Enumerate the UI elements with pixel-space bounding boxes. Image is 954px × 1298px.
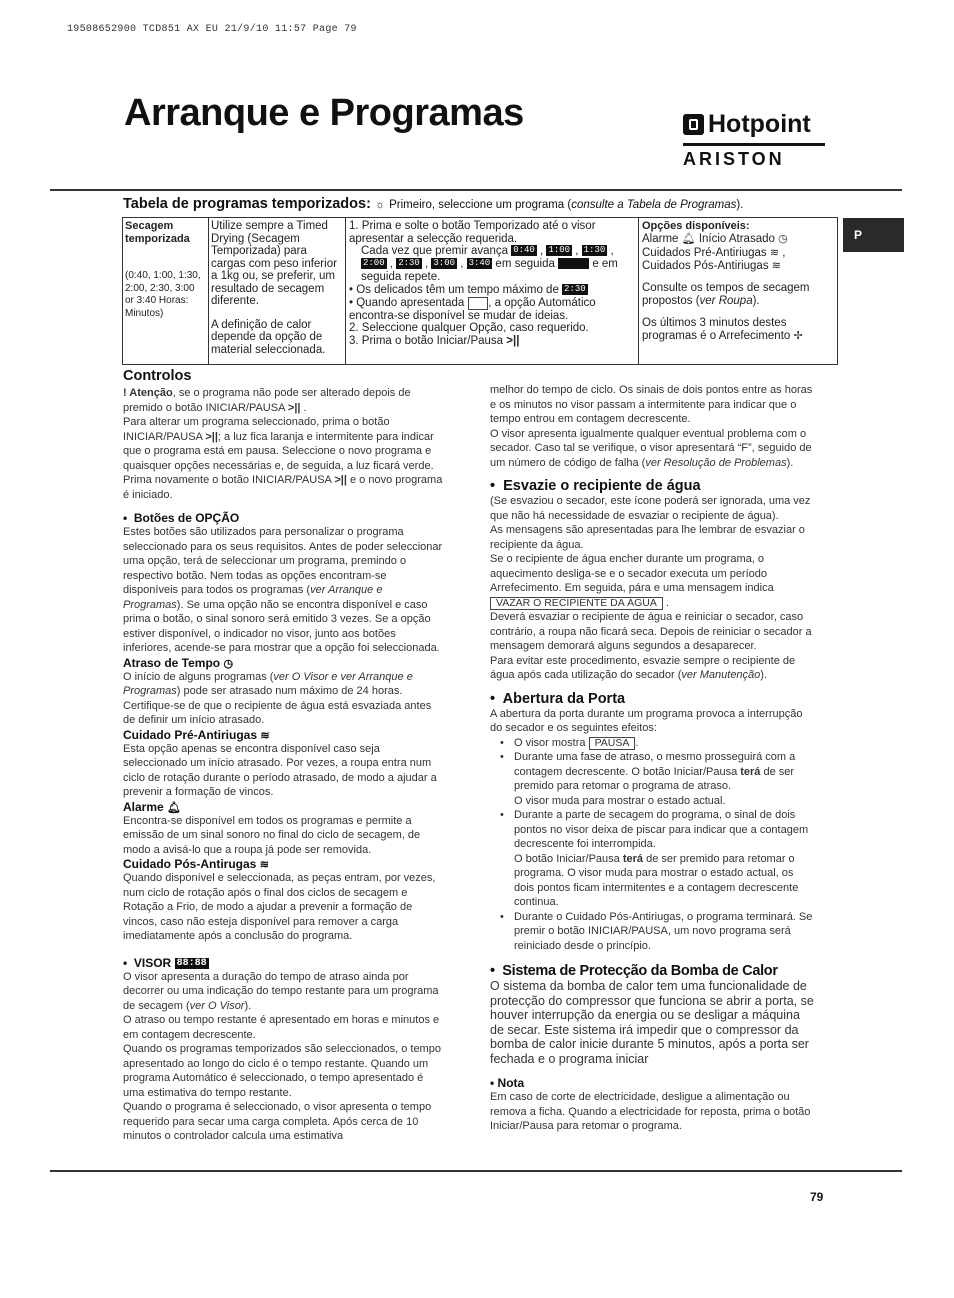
clock-icon: ◷ (223, 657, 234, 670)
right-column: melhor do tempo de ciclo. Os sinais de dois pontos entre as horas e os minutos no visor passam a intermitente para indicar que o tempo entrou em contagem decrescente. O visor apresenta igualmente qualquer eventual problema com o secador. Caso tal se verifique, o visor apresentará “F”, seguido de um número de código de falha (ver Resolução de Problemas). • Esvazie o recipiente de água (Se esvaziou o secador, este ícone poderá ser ignorada, uma vez que não há necessidade de esvaziar o recipiente de água). As mensagens são apresentadas para lhe lembrar de esvaziar o recipiente da água. Se o recipiente de água encher durante um programa, o aquecimento desliga-se e o secador executa um período Arrefecimento. Em seguida, pára e uma mensagem indica VAZAR O RECIPIENTE DA ÁGUA . Deverá esvaziar o recipiente de água e reiniciar o secador, caso contrário, a roupa não ficará seca. Depois de reiniciar o secador a mensagem demorará alguns segundos a desaparecer. Para evitar este procedimento, esvazie sempre o recipiente de água após cada utilização do secador (ver Manutenção). • Abertura da Porta A abertura da porta durante um programa provoca a interrupção do secador e os seguintes efeitos: • O visor mostra PAUSA . • Durante uma fase de atraso, o mesmo prosseguirá com a contagem decrescente. O botão Iniciar/Pausa terá de ser premido para retomar o programa de atraso. O visor muda para mostrar o estado actual. • Durante a parte de secagem do programa, o sinal de dois pontos no visor deixa de piscar para indicar que a contagem decrescente foi interrompida. O botão Iniciar/Pausa terá de ser premido para retomar o programa. O visor muda para mostrar o estado actual, os dois pontos ficam intermitentes e a contagem decrescente continua. • Durante o Cuidado Pós-Antiriugas, o programa terminará. Se premir o botão INICIAR/PAUSA, um novo programa será reiniciado desde o princípio. • Sistema de Protecção da Bomba de Calor O sistema da bomba de calor tem uma funcionalidade de protecção do compressor que funciona se abrir a porta, se houver interrupção da energia ou se desligar a máquina de secar. Este sistema irá impedir que o compressor da bomba de calor inicie durante 5 minutos, após a porta ser fechada e o programa iniciar • Nota Em caso de corte de electricidade, desligue a alimentação ou remova a ficha. Quando a electricidade for reposta, prima o botão Iniciar/Pausa para retomar o programa. (490, 383, 815, 1134)
table-col-steps: 1. Prima e solte o botão Temporizado até o visor apresentar a selecção requerida. Cada vez que premir avança 0:40 , 1:00 , 1:30 , 2:00 , 2:30 , 3:00 , 3:40 em seguida e em seguida repete. • Os delicados têm um tempo máximo de 2:30 • Quando apresentada , a opção Automático encontra-se disponível se mudar de ideias. 2. Seleccione qualquer Opção, caso requerido. 3. Prima o botão Iniciar/Pausa >|| (346, 218, 639, 364)
lcd-blank (558, 258, 589, 269)
bell-icon: 🔔︎ (167, 801, 181, 814)
pause-message: PAUSA (589, 737, 636, 750)
anti-crease-post-icon: ≋ (771, 259, 781, 272)
lcd-time: 2:30 (564, 284, 586, 295)
brand-logo (683, 110, 825, 176)
sun-icon: ☼ (374, 199, 386, 211)
table-col-options: Opções disponíveis: Alarme 🔔︎ Início Atrasado ◷ Cuidados Pré-Antiriugas ≋ , Cuidados Pós-Antiriugas ≋ Consulte os tempos de secagem propostos (ver Roupa). Os últimos 3 minutos destes programas é o Arrefecimento ✢ (642, 220, 810, 342)
language-tab: P (843, 218, 904, 252)
lcd-time: 3:40 (468, 258, 491, 269)
print-header: 19508652900 TCD851 AX EU 21/9/10 11:57 Page 79 (67, 24, 357, 35)
bottom-rule (50, 1170, 902, 1172)
lcd-time: 0:40 (513, 245, 535, 256)
heat-pump-heading: Sistema de Protecção da Bomba de Calor (502, 963, 778, 979)
left-column: Controlos ! Atenção, se o programa não pode ser alterado depois de premido o botão INICIAR/PAUSA >|| . Para alterar um programa seleccionado, prima o botão INICIAR/PAUSA >||; a luz fica laranja e intermitente para indicar que o programa está em pausa. Seleccione o novo programa e quaisquer opções necessárias e, de seguida, a luz ficará verde. Prima novamente o botão INICIAR/PAUSA >|| e o novo programa é iniciado. • Botões de OPÇÃO Estes botões são utilizados para personalizar o programa seleccionado para os seus requisitos. Antes de poder seleccionar uma opção, terá de seleccionar um programa, premindo o respectivo botão. Nem todas as opções encontram-se disponíveis para todos os programas (ver Arranque e Programas). Se uma opção não se encontra disponível e caso prima o botão, o sinal sonoro será emitido 3 vezes. Se a opção estiver disponível, o indicador no visor, junto aos botões inferiores, acende-se para mostrar que a opção foi seleccionada. Atraso de Tempo ◷ O início de alguns programas (ver O Visor e ver Arranque e Programas) pode ser atrasado num máximo de 24 horas. Certifique-se de que o recipiente de água está esvaziada antes de definir um início atrasado. Cuidado Pré-Antiriugas ≋ Esta opção apenas se encontra disponível caso seja seleccionado um início atrasado. Por vezes, a roupa entra num ciclo de rotação durante o período atrasado, de modo a ajudar a prevenir a formação de vincos. Alarme 🔔︎ Encontra-se disponível em todos os programas e permite a emissão de um sinal sonoro no final do ciclo de secagem, de modo a avisá-lo que a roupa já pode ser removida. Cuidado Pós-Antirugas ≋ Quando disponível e seleccionada, as peças entram, por vezes, num ciclo de rotação após o final dos ciclos de secagem e Rotação a Frio, de modo a ajudar a prevenir a formação de vincos, caso não esteja disponível para remover a carga imediatamente após a conclusão do programa. • VISOR 88:88 O visor apresenta a duração do tempo de atraso ainda por decorrer ou uma indicação do tempo restante para um programa de secagem (ver O Visor). O atraso ou tempo restante é apresentado em horas e minutos e em contagem decrescente. Quando os programas temporizados são seleccionados, o tempo apresentado ao longo do ciclo é o tempo restante. Quando um programa Automático é seleccionado, o tempo apresentado é uma estimativa do tempo restante. Quando o programa é seleccionado, o visor apresenta o tempo requerido para secar uma carga completa. Após cerca de 10 minutos o controlador calcula uma estimativa (123, 368, 443, 1142)
option-buttons-heading: Botões de OPÇÃO (133, 511, 240, 525)
timed-programs-table (122, 217, 838, 365)
note-heading: Nota (497, 1076, 525, 1090)
bell-icon: 🔔︎ (681, 232, 696, 245)
anti-crease-pre-icon: ≋ (769, 247, 780, 259)
list-item: • O visor mostra PAUSA . (514, 736, 815, 751)
list-item: • Durante a parte de secagem do programa, o sinal de dois pontos no visor deixa de piscar para indicar que a contagem decrescente foi interrompida. O botão Iniciar/Pausa terá de ser premido para retomar o programa. O visor muda para mostrar o estado actual, os dois pontos ficam intermitentes e a contagem decrescente continua. (514, 808, 815, 910)
hotpoint-logo-icon (683, 114, 704, 135)
controls-heading: Controlos (123, 368, 192, 384)
table-title: Tabela de programas temporizados: ☼ Primeiro, seleccione um programa (consulte a Tabela de Programas). (123, 196, 744, 212)
post-anticrease-heading: Cuidado Pós-Antirugas (123, 857, 257, 871)
empty-display-box (468, 297, 489, 310)
start-pause-icon: >|| (334, 474, 347, 486)
table-col-description: Utilize sempre a Timed Drying (Secagem Temporizada) para cargas com peso inferior a 1kg ou, se preferir, um resultado de secagem diferente. A definição de calor depende da opção de material seleccionada. (209, 218, 346, 364)
lcd-time: 1:00 (548, 245, 571, 256)
start-pause-icon: >|| (287, 401, 301, 414)
anti-crease-post-icon: ≋ (259, 859, 269, 871)
list-item: • Durante o Cuidado Pós-Antiriugas, o programa terminará. Se premir o botão INICIAR/PAUSA, um novo programa será reiniciado desde o princípio. (514, 910, 815, 954)
lcd-time: 2:00 (363, 258, 385, 269)
lcd-time: 2:30 (398, 258, 420, 269)
list-item: • Durante uma fase de atraso, o mesmo prosseguirá com a contagem decrescente. O botão Iniciar/Pausa terá de ser premido para retomar o programa de atraso. O visor muda para mostrar o estado actual. (514, 750, 815, 808)
display-lcd: 88:88 (176, 957, 207, 969)
lcd-time: 3:00 (433, 258, 456, 269)
display-heading: VISOR (133, 955, 172, 970)
page-title: Arranque e Programas (124, 92, 524, 134)
top-rule (50, 189, 902, 191)
page-number: 79 (810, 1190, 824, 1204)
start-pause-icon: >|| (205, 430, 218, 443)
delay-heading: Atraso de Tempo (123, 655, 221, 670)
start-pause-icon: >|| (506, 334, 520, 347)
brand-sub: ARISTON (683, 149, 785, 169)
table-col-program: Secagem temporizada (0:40, 1:00, 1:30, 2:00, 2:30, 3:00 or 3:40 Horas: Minutos) (123, 218, 209, 364)
brand-name: Hotpoint (708, 110, 811, 138)
alarm-heading: Alarme (123, 799, 164, 814)
anti-crease-pre-icon: ≋ (260, 729, 270, 742)
pre-anticrease-heading: Cuidado Pré-Antiriugas (123, 727, 258, 742)
empty-water-message: VAZAR O RECIPIENTE DA ÁGUA (490, 597, 663, 610)
door-opening-heading: Abertura da Porta (502, 690, 626, 707)
empty-water-heading: Esvazie o recipiente de água (503, 478, 701, 494)
lcd-time: 1:30 (583, 245, 606, 256)
clock-icon: ◷ (778, 232, 788, 245)
fan-icon: ✢ (793, 329, 803, 342)
